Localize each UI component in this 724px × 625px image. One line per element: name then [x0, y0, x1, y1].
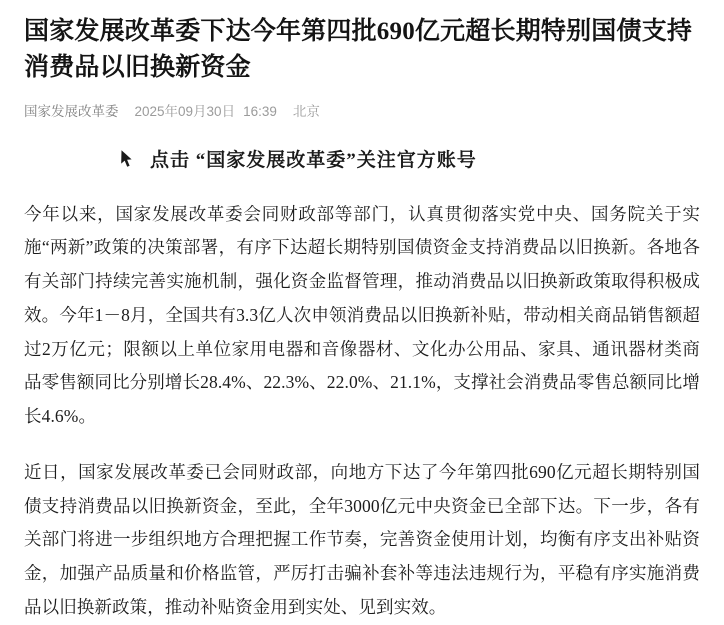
- meta-place: 北京: [292, 104, 320, 119]
- follow-account-banner[interactable]: [18, 145, 706, 172]
- meta-date: 2025年09月30日: [134, 104, 236, 119]
- follow-account-label: 点击 “国家发展改革委”关注官方账号: [150, 149, 477, 171]
- cursor-click-icon: [118, 149, 136, 169]
- article-paragraph: 今年以来，国家发展改革委会同财政部等部门，认真贯彻落实党中央、国务院关于实施“两新”政策的决策部署，有序下达超长期特别国债资金支持消费品以旧换新。各地各有关部门持续完善实施机制，强化资金监督管理，推动消费品以旧换新政策取得积极成效。今年1－8月，全国共有3.3亿人次申领消费品以旧换新补贴，带动相关商品销售额超过2万亿元；限额以上单位家用电器和音像器材、文化办公用品、家具、通讯器材类商品零售额同比分别增长28.4%、22.3%、22.0%、21.1%，支撑社会消费品零售总额同比增长4.6%。: [24, 203, 700, 427]
- page-title: 国家发展改革委下达今年第四批690亿元超长期特别国债支持消费品以旧换新资金: [24, 18, 693, 81]
- article-meta: [18, 105, 706, 119]
- article-paragraph: 近日，国家发展改革委已会同财政部，向地方下达了今年第四批690亿元超长期特别国债支持消费品以旧换新资金，至此，全年3000亿元中央资金已全部下达。下一步，各有关部门将进一步组织地方合理把握工作节奏，完善资金使用计划，均衡有序支出补贴资金，加强产品质量和价格监管，严厉打击骗补套补等违法违规行为，平稳有序实施消费品以旧换新政策，推动补贴资金用到实处、见到实效。: [24, 461, 700, 617]
- article-body: [18, 198, 706, 625]
- meta-source: 国家发展改革委: [24, 104, 119, 119]
- meta-time: 16:39: [243, 104, 277, 119]
